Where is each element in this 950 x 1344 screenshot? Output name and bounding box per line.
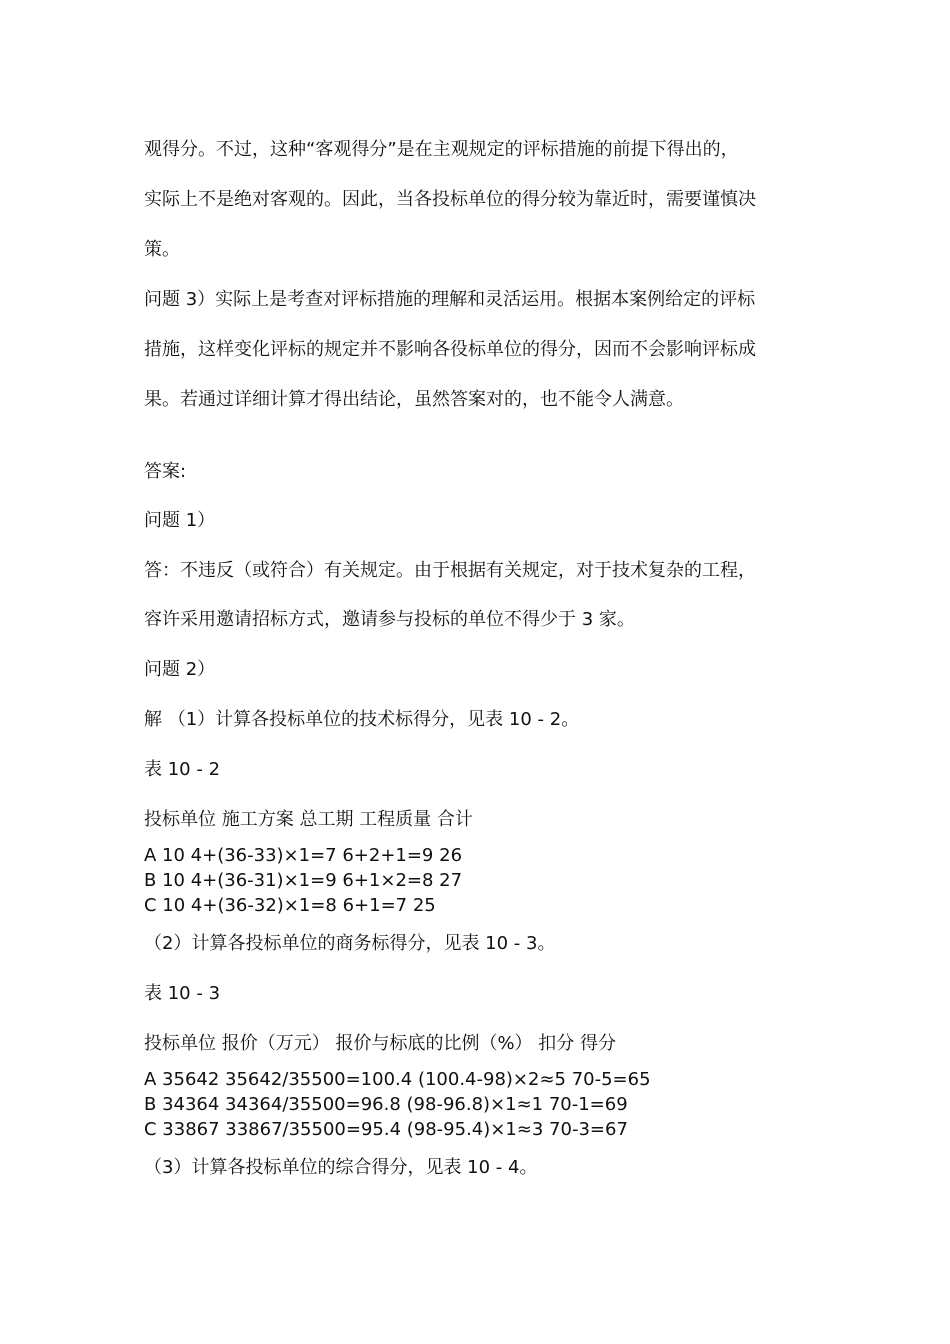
- table-10-2-caption: 表 10 - 2: [144, 759, 221, 780]
- answer-heading: 答案:: [144, 461, 187, 482]
- table-10-2-row: A 10 4+(36-33)×1=7 6+2+1=9 26: [144, 845, 463, 866]
- q2-step-3: （3）计算各投标单位的综合得分，见表 10 - 4。: [144, 1157, 538, 1178]
- q3-line-1: 问题 3）实际上是考查对评标措施的理解和灵活运用。根据本案例给定的评标: [144, 289, 756, 310]
- q2-title: 问题 2）: [144, 659, 216, 680]
- q3-line-2: 措施，这样变化评标的规定并不影响各役标单位的得分，因而不会影响评标成: [144, 339, 756, 360]
- q2-step-2: （2）计算各投标单位的商务标得分，见表 10 - 3。: [144, 933, 556, 954]
- q1-title: 问题 1）: [144, 510, 216, 531]
- q1-line-1: 答：不违反（或符合）有关规定。由于根据有关规定，对于技术复杂的工程，: [144, 560, 756, 581]
- q1-line-2: 容许采用邀请招标方式，邀请参与投标的单位不得少于 3 家。: [144, 609, 635, 630]
- table-10-2-header: 投标单位 施工方案 总工期 工程质量 合计: [144, 809, 473, 830]
- table-10-3-row: B 34364 34364/35500=96.8 (98-96.8)×1≈1 70-1=69: [144, 1094, 628, 1115]
- intro-line-1: 观得分。不过，这种“客观得分”是在主观规定的评标措施的前提下得出的，: [144, 139, 739, 160]
- table-10-3-row: A 35642 35642/35500=100.4 (100.4-98)×2≈5 70-5=65: [144, 1069, 651, 1090]
- table-10-3-header: 投标单位 报价（万元） 报价与标底的比例（%） 扣分 得分: [144, 1033, 616, 1054]
- intro-line-2: 实际上不是绝对客观的。因此，当各投标单位的得分较为靠近时，需要谨慎决: [144, 189, 756, 210]
- table-10-3-row: C 33867 33867/35500=95.4 (98-95.4)×1≈3 70-3=67: [144, 1119, 628, 1140]
- intro-line-3: 策。: [144, 239, 180, 260]
- q2-step-1: 解 （1）计算各投标单位的技术标得分，见表 10 - 2。: [144, 709, 580, 730]
- table-10-3-caption: 表 10 - 3: [144, 983, 221, 1004]
- q3-line-3: 果。若通过详细计算才得出结论，虽然答案对的，也不能令人满意。: [144, 389, 684, 410]
- table-10-2-row: B 10 4+(36-31)×1=9 6+1×2=8 27: [144, 870, 463, 891]
- table-10-2-row: C 10 4+(36-32)×1=8 6+1=7 25: [144, 895, 436, 916]
